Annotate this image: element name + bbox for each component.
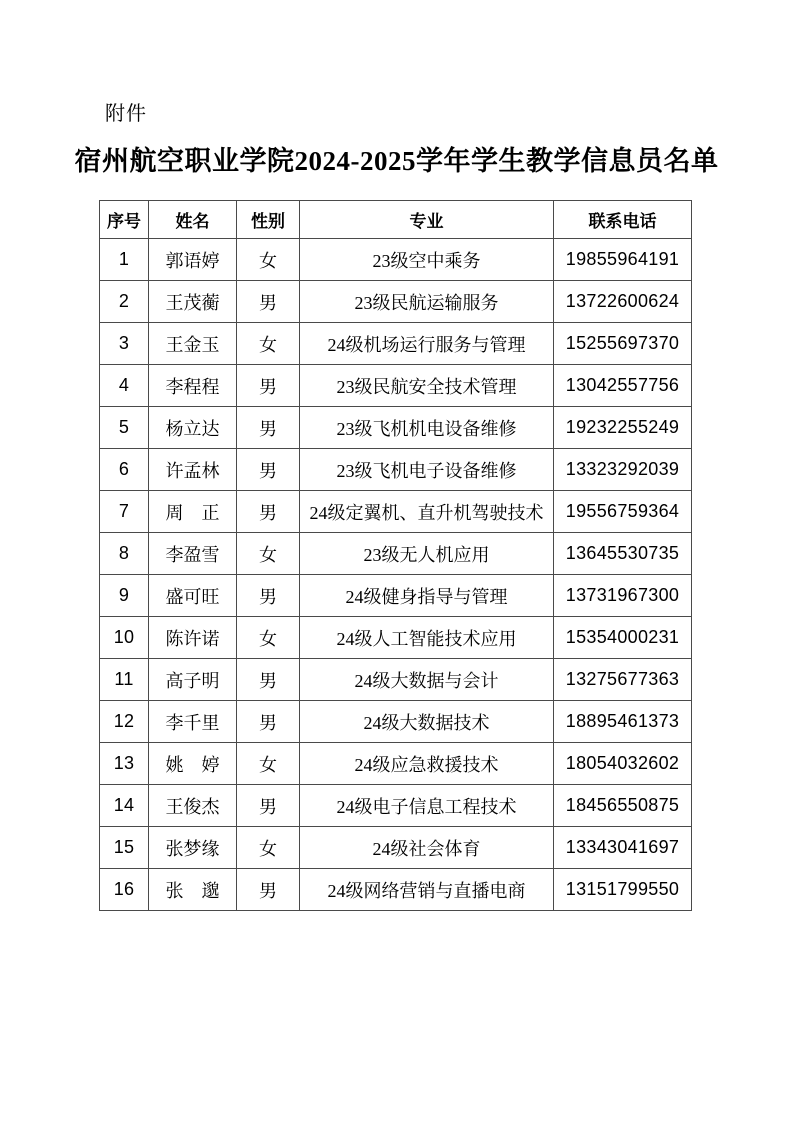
gender-cell: 男 (237, 365, 300, 407)
header-cell-name: 姓名 (149, 201, 237, 239)
name-cell: 张梦缘 (149, 827, 237, 869)
table-row (100, 365, 692, 407)
phone-cell: 13151799550 (554, 869, 692, 911)
index-cell: 14 (100, 785, 149, 827)
header-cell-gender: 性别 (237, 201, 300, 239)
phone-cell: 13645530735 (554, 533, 692, 575)
major-cell: 24级电子信息工程技术 (300, 785, 554, 827)
index-cell: 13 (100, 743, 149, 785)
phone-cell: 13042557756 (554, 365, 692, 407)
name-cell: 李盈雪 (149, 533, 237, 575)
major-cell: 23级飞机电子设备维修 (300, 449, 554, 491)
major-cell: 24级大数据与会计 (300, 659, 554, 701)
name-cell: 高子明 (149, 659, 237, 701)
roster-table (99, 200, 692, 911)
header-cell-no: 序号 (100, 201, 149, 239)
table-row (100, 785, 692, 827)
index-cell: 4 (100, 365, 149, 407)
table-row (100, 743, 692, 785)
index-cell: 6 (100, 449, 149, 491)
gender-cell: 男 (237, 281, 300, 323)
header-cell-phone: 联系电话 (554, 201, 692, 239)
major-cell: 24级健身指导与管理 (300, 575, 554, 617)
major-cell: 24级机场运行服务与管理 (300, 323, 554, 365)
index-cell: 2 (100, 281, 149, 323)
table-body (100, 239, 692, 911)
phone-cell: 13275677363 (554, 659, 692, 701)
name-cell: 郭语婷 (149, 239, 237, 281)
gender-cell: 女 (237, 617, 300, 659)
table-header (100, 201, 692, 239)
major-cell: 23级无人机应用 (300, 533, 554, 575)
index-cell: 11 (100, 659, 149, 701)
gender-cell: 女 (237, 533, 300, 575)
phone-cell: 18895461373 (554, 701, 692, 743)
index-cell: 5 (100, 407, 149, 449)
major-cell: 23级空中乘务 (300, 239, 554, 281)
gender-cell: 男 (237, 869, 300, 911)
name-cell: 盛可旺 (149, 575, 237, 617)
gender-cell: 女 (237, 827, 300, 869)
major-cell: 24级社会体育 (300, 827, 554, 869)
header-row (100, 201, 692, 239)
table-row (100, 827, 692, 869)
name-cell: 陈许诺 (149, 617, 237, 659)
gender-cell: 女 (237, 239, 300, 281)
index-cell: 15 (100, 827, 149, 869)
name-cell: 李千里 (149, 701, 237, 743)
index-cell: 16 (100, 869, 149, 911)
gender-cell: 女 (237, 743, 300, 785)
attachment-label: 附件 (105, 103, 147, 125)
major-cell: 24级应急救援技术 (300, 743, 554, 785)
index-cell: 10 (100, 617, 149, 659)
header-cell-major: 专业 (300, 201, 554, 239)
major-cell: 23级民航运输服务 (300, 281, 554, 323)
major-cell: 24级大数据技术 (300, 701, 554, 743)
gender-cell: 男 (237, 785, 300, 827)
phone-cell: 13343041697 (554, 827, 692, 869)
table-row (100, 659, 692, 701)
phone-cell: 19855964191 (554, 239, 692, 281)
phone-cell: 15255697370 (554, 323, 692, 365)
name-cell: 杨立达 (149, 407, 237, 449)
gender-cell: 女 (237, 323, 300, 365)
table-row (100, 701, 692, 743)
major-cell: 24级网络营销与直播电商 (300, 869, 554, 911)
table-row (100, 617, 692, 659)
phone-cell: 13722600624 (554, 281, 692, 323)
name-cell: 周 正 (149, 491, 237, 533)
phone-cell: 19232255249 (554, 407, 692, 449)
table-row (100, 869, 692, 911)
index-cell: 12 (100, 701, 149, 743)
name-cell: 王俊杰 (149, 785, 237, 827)
name-cell: 姚 婷 (149, 743, 237, 785)
table-row (100, 239, 692, 281)
table-row (100, 281, 692, 323)
name-cell: 李程程 (149, 365, 237, 407)
phone-cell: 13731967300 (554, 575, 692, 617)
major-cell: 24级人工智能技术应用 (300, 617, 554, 659)
index-cell: 8 (100, 533, 149, 575)
gender-cell: 男 (237, 449, 300, 491)
table-row (100, 449, 692, 491)
gender-cell: 男 (237, 491, 300, 533)
table-row (100, 407, 692, 449)
gender-cell: 男 (237, 701, 300, 743)
name-cell: 王茂蘅 (149, 281, 237, 323)
page-title: 宿州航空职业学院2024-2025学年学生教学信息员名单 (74, 146, 719, 176)
name-cell: 张 邈 (149, 869, 237, 911)
gender-cell: 男 (237, 407, 300, 449)
name-cell: 王金玉 (149, 323, 237, 365)
table-row (100, 323, 692, 365)
gender-cell: 男 (237, 659, 300, 701)
index-cell: 3 (100, 323, 149, 365)
table-row (100, 533, 692, 575)
major-cell: 24级定翼机、直升机驾驶技术 (300, 491, 554, 533)
table-row (100, 491, 692, 533)
table-row (100, 575, 692, 617)
index-cell: 1 (100, 239, 149, 281)
major-cell: 23级民航安全技术管理 (300, 365, 554, 407)
index-cell: 9 (100, 575, 149, 617)
index-cell: 7 (100, 491, 149, 533)
phone-cell: 19556759364 (554, 491, 692, 533)
phone-cell: 18054032602 (554, 743, 692, 785)
phone-cell: 13323292039 (554, 449, 692, 491)
phone-cell: 18456550875 (554, 785, 692, 827)
gender-cell: 男 (237, 575, 300, 617)
name-cell: 许孟林 (149, 449, 237, 491)
phone-cell: 15354000231 (554, 617, 692, 659)
major-cell: 23级飞机机电设备维修 (300, 407, 554, 449)
